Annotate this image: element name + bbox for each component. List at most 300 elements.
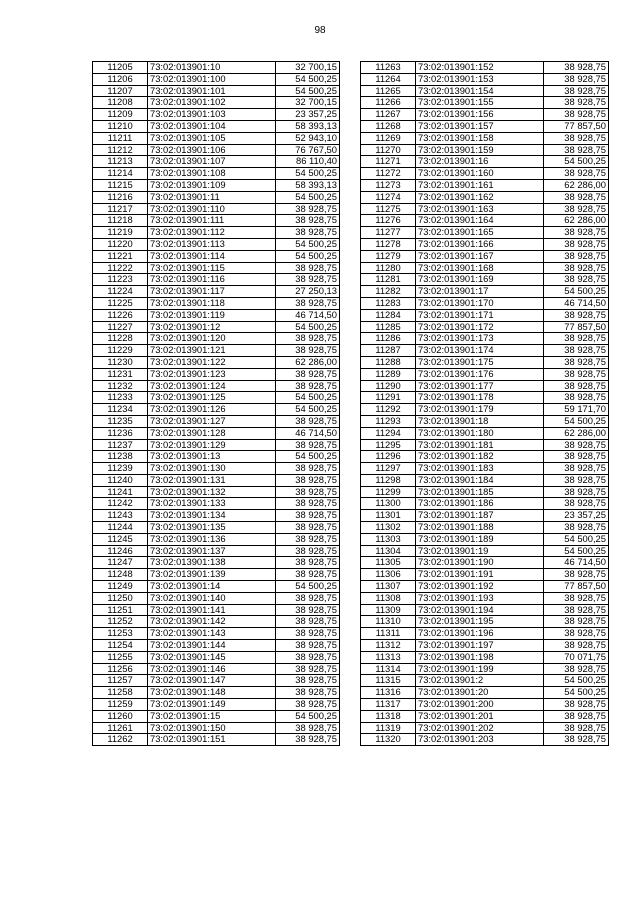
row-number-cell: 11211 xyxy=(93,132,148,144)
cadastral-number-cell: 73:02:013901:176 xyxy=(416,368,544,380)
value-cell: 46 714,50 xyxy=(544,557,609,569)
table-row xyxy=(361,439,609,451)
value-cell: 54 500,25 xyxy=(276,238,340,250)
row-number-cell: 11252 xyxy=(93,616,148,628)
cadastral-number-cell: 73:02:013901:153 xyxy=(416,73,544,85)
cadastral-number-cell: 73:02:013901:158 xyxy=(416,132,544,144)
value-cell: 38 928,75 xyxy=(276,663,340,675)
row-number-cell: 11263 xyxy=(361,62,416,74)
row-number-cell: 11317 xyxy=(361,699,416,711)
row-number-cell: 11316 xyxy=(361,687,416,699)
row-number-cell: 11220 xyxy=(93,238,148,250)
table-row xyxy=(93,616,340,628)
table-row xyxy=(93,592,340,604)
row-number-cell: 11271 xyxy=(361,156,416,168)
table-row xyxy=(361,592,609,604)
value-cell: 38 928,75 xyxy=(544,380,609,392)
cadastral-number-cell: 73:02:013901:174 xyxy=(416,345,544,357)
cadastral-number-cell: 73:02:013901:124 xyxy=(148,380,276,392)
table-row xyxy=(361,215,609,227)
value-cell: 38 928,75 xyxy=(544,486,609,498)
value-cell: 62 286,00 xyxy=(544,427,609,439)
value-cell: 27 250,13 xyxy=(276,286,340,298)
page-number: 98 xyxy=(314,25,326,36)
row-number-cell: 11267 xyxy=(361,109,416,121)
table-row xyxy=(361,168,609,180)
table-row xyxy=(93,156,340,168)
row-number-cell: 11246 xyxy=(93,545,148,557)
cadastral-number-cell: 73:02:013901:180 xyxy=(416,427,544,439)
value-cell: 54 500,25 xyxy=(276,73,340,85)
cadastral-number-cell: 73:02:013901:191 xyxy=(416,569,544,581)
table-row xyxy=(93,132,340,144)
cadastral-number-cell: 73:02:013901:112 xyxy=(148,227,276,239)
row-number-cell: 11314 xyxy=(361,663,416,675)
row-number-cell: 11259 xyxy=(93,699,148,711)
row-number-cell: 11244 xyxy=(93,522,148,534)
row-number-cell: 11242 xyxy=(93,498,148,510)
row-number-cell: 11218 xyxy=(93,215,148,227)
cadastral-number-cell: 73:02:013901:196 xyxy=(416,628,544,640)
table-row xyxy=(361,734,609,746)
cadastral-number-cell: 73:02:013901:121 xyxy=(148,345,276,357)
row-number-cell: 11285 xyxy=(361,321,416,333)
cadastral-number-cell: 73:02:013901:189 xyxy=(416,533,544,545)
row-number-cell: 11313 xyxy=(361,651,416,663)
table-row xyxy=(93,569,340,581)
row-number-cell: 11256 xyxy=(93,663,148,675)
value-cell: 38 928,75 xyxy=(544,168,609,180)
row-number-cell: 11272 xyxy=(361,168,416,180)
value-cell: 38 928,75 xyxy=(544,97,609,109)
value-cell: 38 928,75 xyxy=(544,474,609,486)
row-number-cell: 11221 xyxy=(93,250,148,262)
row-number-cell: 11250 xyxy=(93,592,148,604)
table-row xyxy=(93,274,340,286)
cadastral-number-cell: 73:02:013901:138 xyxy=(148,557,276,569)
value-cell: 38 928,75 xyxy=(276,604,340,616)
table-row xyxy=(93,191,340,203)
table-row xyxy=(361,380,609,392)
value-cell: 38 928,75 xyxy=(544,144,609,156)
table-row xyxy=(361,533,609,545)
value-cell: 38 928,75 xyxy=(276,474,340,486)
row-number-cell: 11226 xyxy=(93,309,148,321)
value-cell: 46 714,50 xyxy=(276,309,340,321)
row-number-cell: 11233 xyxy=(93,392,148,404)
row-number-cell: 11234 xyxy=(93,404,148,416)
table-row xyxy=(93,109,340,121)
value-cell: 38 928,75 xyxy=(544,368,609,380)
row-number-cell: 11213 xyxy=(93,156,148,168)
cadastral-number-cell: 73:02:013901:143 xyxy=(148,628,276,640)
cadastral-number-cell: 73:02:013901:151 xyxy=(148,734,276,746)
table-row xyxy=(361,474,609,486)
value-cell: 38 928,75 xyxy=(276,533,340,545)
value-cell: 54 500,25 xyxy=(276,250,340,262)
table-row xyxy=(361,616,609,628)
row-number-cell: 11281 xyxy=(361,274,416,286)
table-row xyxy=(361,404,609,416)
cadastral-number-cell: 73:02:013901:192 xyxy=(416,581,544,593)
row-number-cell: 11280 xyxy=(361,262,416,274)
table-row xyxy=(93,144,340,156)
cadastral-number-cell: 73:02:013901:15 xyxy=(148,710,276,722)
table-row xyxy=(93,333,340,345)
row-number-cell: 11298 xyxy=(361,474,416,486)
row-number-cell: 11302 xyxy=(361,522,416,534)
row-number-cell: 11241 xyxy=(93,486,148,498)
value-cell: 38 928,75 xyxy=(276,380,340,392)
table-row xyxy=(361,321,609,333)
value-cell: 54 500,25 xyxy=(544,675,609,687)
table-row xyxy=(93,73,340,85)
value-cell: 38 928,75 xyxy=(544,439,609,451)
row-number-cell: 11318 xyxy=(361,710,416,722)
value-cell: 38 928,75 xyxy=(544,498,609,510)
row-number-cell: 11269 xyxy=(361,132,416,144)
cadastral-number-cell: 73:02:013901:111 xyxy=(148,215,276,227)
cadastral-number-cell: 73:02:013901:152 xyxy=(416,62,544,74)
value-cell: 38 928,75 xyxy=(544,640,609,652)
cadastral-number-cell: 73:02:013901:137 xyxy=(148,545,276,557)
value-cell: 23 357,25 xyxy=(544,510,609,522)
value-cell: 38 928,75 xyxy=(544,191,609,203)
row-number-cell: 11311 xyxy=(361,628,416,640)
row-number-cell: 11205 xyxy=(93,62,148,74)
row-number-cell: 11238 xyxy=(93,451,148,463)
table-row xyxy=(361,356,609,368)
cadastral-number-cell: 73:02:013901:20 xyxy=(416,687,544,699)
value-cell: 38 928,75 xyxy=(544,392,609,404)
cadastral-number-cell: 73:02:013901:119 xyxy=(148,309,276,321)
table-row xyxy=(361,510,609,522)
value-cell: 38 928,75 xyxy=(544,356,609,368)
row-number-cell: 11284 xyxy=(361,309,416,321)
cadastral-number-cell: 73:02:013901:14 xyxy=(148,581,276,593)
cadastral-number-cell: 73:02:013901:118 xyxy=(148,297,276,309)
table-row xyxy=(93,168,340,180)
cadastral-number-cell: 73:02:013901:168 xyxy=(416,262,544,274)
cadastral-number-cell: 73:02:013901:133 xyxy=(148,498,276,510)
value-cell: 23 357,25 xyxy=(276,109,340,121)
table-row xyxy=(93,604,340,616)
cadastral-number-cell: 73:02:013901:171 xyxy=(416,309,544,321)
table-row xyxy=(361,262,609,274)
table-row xyxy=(93,203,340,215)
cadastral-number-cell: 73:02:013901:113 xyxy=(148,238,276,250)
row-number-cell: 11277 xyxy=(361,227,416,239)
table-row xyxy=(93,297,340,309)
row-number-cell: 11240 xyxy=(93,474,148,486)
value-cell: 46 714,50 xyxy=(544,297,609,309)
value-cell: 38 928,75 xyxy=(276,640,340,652)
cadastral-number-cell: 73:02:013901:101 xyxy=(148,85,276,97)
table-row xyxy=(93,522,340,534)
value-cell: 38 928,75 xyxy=(276,675,340,687)
row-number-cell: 11294 xyxy=(361,427,416,439)
value-cell: 77 857,50 xyxy=(544,120,609,132)
table-row xyxy=(93,356,340,368)
value-cell: 38 928,75 xyxy=(544,592,609,604)
row-number-cell: 11307 xyxy=(361,581,416,593)
value-cell: 38 928,75 xyxy=(544,85,609,97)
table-row xyxy=(361,309,609,321)
table-row xyxy=(361,120,609,132)
row-number-cell: 11210 xyxy=(93,120,148,132)
table-row xyxy=(361,687,609,699)
cadastral-number-cell: 73:02:013901:181 xyxy=(416,439,544,451)
table-row xyxy=(93,463,340,475)
value-cell: 38 928,75 xyxy=(276,274,340,286)
register-table-left-body xyxy=(93,62,340,746)
table-row xyxy=(93,640,340,652)
value-cell: 54 500,25 xyxy=(276,710,340,722)
table-row xyxy=(361,628,609,640)
table-row xyxy=(93,62,340,74)
cadastral-number-cell: 73:02:013901:122 xyxy=(148,356,276,368)
value-cell: 54 500,25 xyxy=(544,156,609,168)
table-row xyxy=(361,663,609,675)
cadastral-number-cell: 73:02:013901:12 xyxy=(148,321,276,333)
value-cell: 32 700,15 xyxy=(276,62,340,74)
value-cell: 77 857,50 xyxy=(544,581,609,593)
table-row xyxy=(93,427,340,439)
value-cell: 54 500,25 xyxy=(276,191,340,203)
value-cell: 38 928,75 xyxy=(544,722,609,734)
cadastral-number-cell: 73:02:013901:128 xyxy=(148,427,276,439)
register-table-right xyxy=(360,61,609,746)
table-row xyxy=(93,722,340,734)
row-number-cell: 11309 xyxy=(361,604,416,616)
table-row xyxy=(93,97,340,109)
cadastral-number-cell: 73:02:013901:164 xyxy=(416,215,544,227)
table-row xyxy=(361,203,609,215)
table-row xyxy=(93,250,340,262)
row-number-cell: 11303 xyxy=(361,533,416,545)
cadastral-number-cell: 73:02:013901:139 xyxy=(148,569,276,581)
value-cell: 54 500,25 xyxy=(276,392,340,404)
table-row xyxy=(93,545,340,557)
row-number-cell: 11279 xyxy=(361,250,416,262)
table-row xyxy=(361,62,609,74)
cadastral-number-cell: 73:02:013901:19 xyxy=(416,545,544,557)
row-number-cell: 11247 xyxy=(93,557,148,569)
value-cell: 52 943,10 xyxy=(276,132,340,144)
table-row xyxy=(93,663,340,675)
table-row xyxy=(361,651,609,663)
value-cell: 38 928,75 xyxy=(276,722,340,734)
row-number-cell: 11293 xyxy=(361,415,416,427)
cadastral-number-cell: 73:02:013901:166 xyxy=(416,238,544,250)
cadastral-number-cell: 73:02:013901:186 xyxy=(416,498,544,510)
value-cell: 38 928,75 xyxy=(276,203,340,215)
cadastral-number-cell: 73:02:013901:120 xyxy=(148,333,276,345)
row-number-cell: 11230 xyxy=(93,356,148,368)
cadastral-number-cell: 73:02:013901:10 xyxy=(148,62,276,74)
value-cell: 54 500,25 xyxy=(544,545,609,557)
value-cell: 38 928,75 xyxy=(276,345,340,357)
row-number-cell: 11223 xyxy=(93,274,148,286)
value-cell: 54 500,25 xyxy=(276,168,340,180)
value-cell: 86 110,40 xyxy=(276,156,340,168)
row-number-cell: 11315 xyxy=(361,675,416,687)
row-number-cell: 11245 xyxy=(93,533,148,545)
value-cell: 38 928,75 xyxy=(544,604,609,616)
cadastral-number-cell: 73:02:013901:102 xyxy=(148,97,276,109)
value-cell: 38 928,75 xyxy=(544,710,609,722)
value-cell: 38 928,75 xyxy=(544,227,609,239)
row-number-cell: 11229 xyxy=(93,345,148,357)
cadastral-number-cell: 73:02:013901:167 xyxy=(416,250,544,262)
row-number-cell: 11224 xyxy=(93,286,148,298)
table-row xyxy=(361,675,609,687)
table-row xyxy=(361,274,609,286)
row-number-cell: 11265 xyxy=(361,85,416,97)
table-row xyxy=(93,321,340,333)
row-number-cell: 11212 xyxy=(93,144,148,156)
cadastral-number-cell: 73:02:013901:18 xyxy=(416,415,544,427)
cadastral-number-cell: 73:02:013901:178 xyxy=(416,392,544,404)
table-row xyxy=(93,734,340,746)
register-table-left xyxy=(92,61,340,746)
row-number-cell: 11264 xyxy=(361,73,416,85)
cadastral-number-cell: 73:02:013901:11 xyxy=(148,191,276,203)
cadastral-number-cell: 73:02:013901:182 xyxy=(416,451,544,463)
table-row xyxy=(361,333,609,345)
table-row xyxy=(361,498,609,510)
cadastral-number-cell: 73:02:013901:17 xyxy=(416,286,544,298)
cadastral-number-cell: 73:02:013901:126 xyxy=(148,404,276,416)
row-number-cell: 11310 xyxy=(361,616,416,628)
cadastral-number-cell: 73:02:013901:110 xyxy=(148,203,276,215)
row-number-cell: 11214 xyxy=(93,168,148,180)
cadastral-number-cell: 73:02:013901:183 xyxy=(416,463,544,475)
row-number-cell: 11312 xyxy=(361,640,416,652)
value-cell: 38 928,75 xyxy=(276,498,340,510)
cadastral-number-cell: 73:02:013901:140 xyxy=(148,592,276,604)
row-number-cell: 11278 xyxy=(361,238,416,250)
table-row xyxy=(93,415,340,427)
table-row xyxy=(361,522,609,534)
value-cell: 38 928,75 xyxy=(276,463,340,475)
table-row xyxy=(361,463,609,475)
cadastral-number-cell: 73:02:013901:169 xyxy=(416,274,544,286)
cadastral-number-cell: 73:02:013901:160 xyxy=(416,168,544,180)
value-cell: 70 071,75 xyxy=(544,651,609,663)
value-cell: 76 767,50 xyxy=(276,144,340,156)
row-number-cell: 11320 xyxy=(361,734,416,746)
row-number-cell: 11237 xyxy=(93,439,148,451)
value-cell: 54 500,25 xyxy=(276,581,340,593)
table-row xyxy=(93,309,340,321)
cadastral-number-cell: 73:02:013901:16 xyxy=(416,156,544,168)
table-row xyxy=(361,286,609,298)
value-cell: 38 928,75 xyxy=(276,616,340,628)
value-cell: 54 500,25 xyxy=(276,85,340,97)
value-cell: 38 928,75 xyxy=(276,592,340,604)
table-row xyxy=(361,179,609,191)
cadastral-number-cell: 73:02:013901:187 xyxy=(416,510,544,522)
row-number-cell: 11248 xyxy=(93,569,148,581)
value-cell: 38 928,75 xyxy=(276,510,340,522)
row-number-cell: 11235 xyxy=(93,415,148,427)
table-row xyxy=(93,675,340,687)
row-number-cell: 11288 xyxy=(361,356,416,368)
row-number-cell: 11295 xyxy=(361,439,416,451)
row-number-cell: 11275 xyxy=(361,203,416,215)
table-row xyxy=(93,380,340,392)
cadastral-number-cell: 73:02:013901:198 xyxy=(416,651,544,663)
table-row xyxy=(93,687,340,699)
table-row xyxy=(93,474,340,486)
row-number-cell: 11308 xyxy=(361,592,416,604)
cadastral-number-cell: 73:02:013901:202 xyxy=(416,722,544,734)
value-cell: 38 928,75 xyxy=(544,62,609,74)
table-row xyxy=(361,238,609,250)
table-row xyxy=(361,710,609,722)
value-cell: 38 928,75 xyxy=(276,651,340,663)
table-row xyxy=(93,262,340,274)
table-row xyxy=(93,392,340,404)
cadastral-number-cell: 73:02:013901:163 xyxy=(416,203,544,215)
cadastral-number-cell: 73:02:013901:141 xyxy=(148,604,276,616)
table-row xyxy=(93,451,340,463)
cadastral-number-cell: 73:02:013901:165 xyxy=(416,227,544,239)
row-number-cell: 11216 xyxy=(93,191,148,203)
value-cell: 54 500,25 xyxy=(544,286,609,298)
table-row xyxy=(93,179,340,191)
row-number-cell: 11208 xyxy=(93,97,148,109)
table-row xyxy=(93,345,340,357)
value-cell: 58 393,13 xyxy=(276,179,340,191)
row-number-cell: 11217 xyxy=(93,203,148,215)
cadastral-number-cell: 73:02:013901:203 xyxy=(416,734,544,746)
cadastral-number-cell: 73:02:013901:179 xyxy=(416,404,544,416)
row-number-cell: 11236 xyxy=(93,427,148,439)
row-number-cell: 11273 xyxy=(361,179,416,191)
row-number-cell: 11304 xyxy=(361,545,416,557)
cadastral-number-cell: 73:02:013901:161 xyxy=(416,179,544,191)
value-cell: 38 928,75 xyxy=(544,333,609,345)
cadastral-number-cell: 73:02:013901:199 xyxy=(416,663,544,675)
table-row xyxy=(93,486,340,498)
row-number-cell: 11286 xyxy=(361,333,416,345)
value-cell: 38 928,75 xyxy=(276,262,340,274)
cadastral-number-cell: 73:02:013901:135 xyxy=(148,522,276,534)
value-cell: 38 928,75 xyxy=(276,227,340,239)
value-cell: 38 928,75 xyxy=(276,215,340,227)
cadastral-number-cell: 73:02:013901:127 xyxy=(148,415,276,427)
value-cell: 38 928,75 xyxy=(276,486,340,498)
value-cell: 38 928,75 xyxy=(276,333,340,345)
value-cell: 38 928,75 xyxy=(544,132,609,144)
value-cell: 38 928,75 xyxy=(544,463,609,475)
table-row xyxy=(93,439,340,451)
cadastral-number-cell: 73:02:013901:100 xyxy=(148,73,276,85)
value-cell: 38 928,75 xyxy=(544,73,609,85)
cadastral-number-cell: 73:02:013901:150 xyxy=(148,722,276,734)
value-cell: 54 500,25 xyxy=(276,404,340,416)
value-cell: 54 500,25 xyxy=(544,415,609,427)
table-row xyxy=(361,557,609,569)
table-row xyxy=(93,498,340,510)
row-number-cell: 11215 xyxy=(93,179,148,191)
table-row xyxy=(93,227,340,239)
cadastral-number-cell: 73:02:013901:144 xyxy=(148,640,276,652)
row-number-cell: 11254 xyxy=(93,640,148,652)
table-row xyxy=(361,486,609,498)
